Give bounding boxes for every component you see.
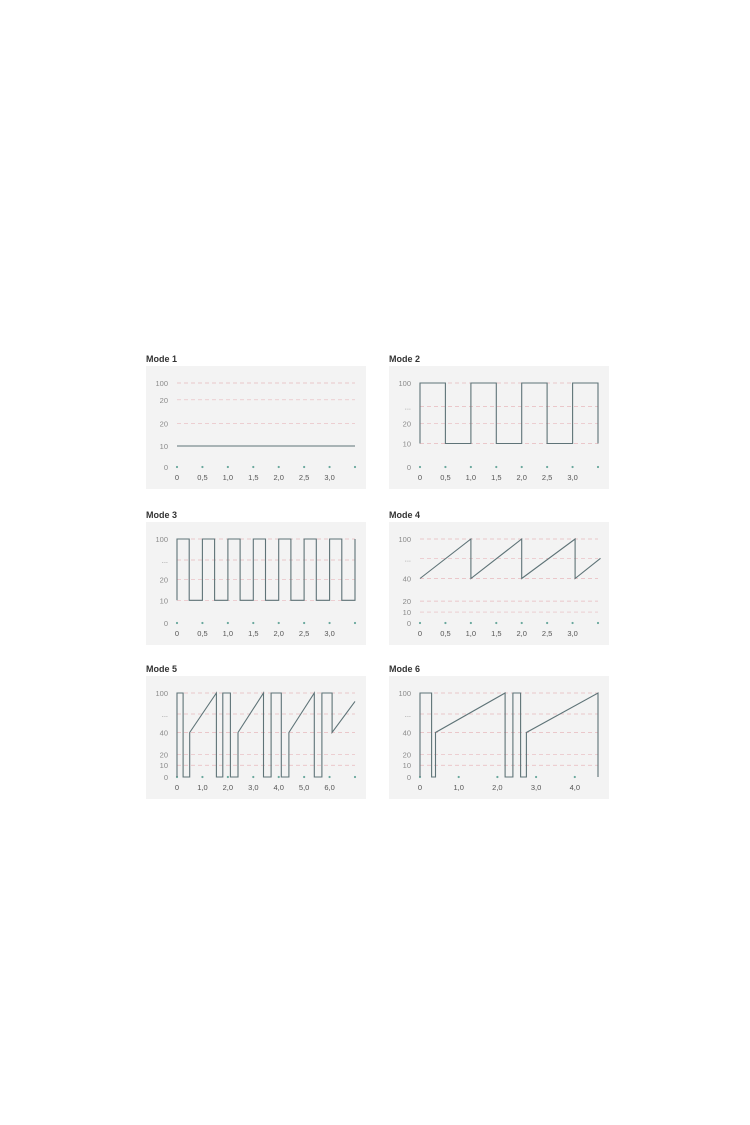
mode-2-chart [389, 366, 609, 489]
axis-dot [354, 622, 356, 624]
axis-dot [252, 776, 254, 778]
mode-4-panel [389, 510, 609, 645]
x-tick-label: 2,0 [273, 473, 284, 482]
x-tick-label: 0 [417, 473, 423, 482]
axis-dot [444, 622, 446, 624]
x-tick-label: 0,5 [440, 629, 451, 638]
y-tick-label: 20 [402, 597, 411, 607]
axis-dot [574, 776, 576, 778]
y-tick-label: 20 [402, 750, 411, 760]
y-tick-label: 40 [402, 728, 411, 738]
chart-area [146, 522, 366, 645]
y-tick-label: 20 [159, 575, 168, 585]
axis-dot [597, 466, 599, 468]
x-tick-label: 0,5 [440, 473, 451, 482]
axis-dot [521, 466, 523, 468]
chart-title: Mode 2 [389, 354, 421, 364]
axis-dot [328, 622, 330, 624]
y-tick-label: 10 [159, 761, 168, 771]
axis-dot [354, 466, 356, 468]
x-tick-label: 4,0 [569, 783, 581, 792]
x-tick-label: 6,0 [324, 783, 335, 792]
y-tick-label: 0 [163, 773, 168, 782]
y-tick-label: 20 [159, 419, 168, 429]
axis-dot [546, 466, 548, 468]
chart-area [389, 522, 609, 645]
series-line [177, 539, 355, 600]
chart-area [389, 366, 609, 489]
x-tick-label: 2,0 [273, 629, 284, 638]
y-tick-label: 100 [155, 379, 168, 388]
axis-dot [419, 622, 421, 624]
chart-title: Mode 5 [146, 664, 178, 674]
x-tick-label: 0 [174, 629, 180, 638]
x-tick-label: 1,5 [248, 629, 259, 638]
axis-dot [546, 622, 548, 624]
axis-dot [252, 466, 254, 468]
mode-6-panel [389, 664, 609, 799]
series-line [420, 539, 601, 579]
series-line [177, 693, 355, 777]
y-tick-label: 10 [402, 608, 411, 618]
y-tick-label: 20 [159, 395, 168, 405]
axis-dot [444, 466, 446, 468]
x-tick-label: 3,0 [324, 473, 335, 482]
chart-area [389, 676, 609, 799]
x-tick-label: 1,5 [491, 473, 502, 482]
chart-area [146, 366, 366, 489]
x-tick-label: 2,0 [492, 783, 503, 792]
axis-dot [176, 466, 178, 468]
axis-dot [201, 776, 203, 778]
axis-dot [470, 622, 472, 624]
x-tick-label: 1,5 [248, 473, 259, 482]
mode-3-panel [146, 510, 366, 645]
axis-dot [571, 622, 573, 624]
x-tick-label: 3,0 [248, 783, 259, 792]
axis-dot [278, 776, 280, 778]
x-tick-label: 1,0 [222, 629, 234, 638]
y-tick-label: 20 [402, 419, 411, 429]
x-tick-label: 5,0 [298, 783, 310, 792]
y-tick-label: 10 [159, 596, 168, 606]
y-tick-label: ... [161, 556, 168, 565]
x-tick-label: 0 [174, 783, 180, 792]
y-tick-label: 0 [163, 619, 168, 628]
y-tick-label: 20 [159, 750, 168, 760]
x-tick-label: 3,0 [567, 629, 578, 638]
y-tick-label: 40 [159, 728, 168, 738]
y-tick-label: 0 [406, 463, 411, 472]
axis-dot [252, 622, 254, 624]
y-tick-label: 10 [402, 761, 411, 771]
chart-area [146, 676, 366, 799]
chart-title: Mode 6 [389, 664, 421, 674]
axis-dot [303, 776, 305, 778]
x-tick-label: 1,0 [222, 473, 234, 482]
x-tick-label: 2,5 [541, 473, 553, 482]
axis-dot [470, 466, 472, 468]
x-tick-label: 2,5 [541, 629, 553, 638]
x-tick-label: 0 [174, 473, 180, 482]
x-tick-label: 0 [417, 629, 423, 638]
x-tick-label: 3,0 [530, 783, 542, 792]
axis-dot [201, 466, 203, 468]
axis-dot [495, 466, 497, 468]
axis-dot [495, 622, 497, 624]
x-tick-label: 0 [417, 783, 423, 792]
series-line [420, 383, 598, 444]
x-tick-label: 1,0 [197, 783, 208, 792]
x-tick-label: 2,5 [298, 629, 310, 638]
axis-dot [328, 776, 330, 778]
axis-dot [535, 776, 537, 778]
x-tick-label: 2,0 [222, 783, 234, 792]
y-tick-label: 100 [155, 535, 168, 544]
axis-dot [496, 776, 498, 778]
axis-dot [521, 622, 523, 624]
axis-dot [227, 622, 229, 624]
x-tick-label: 3,0 [567, 473, 578, 482]
axis-dot [328, 466, 330, 468]
axis-dot [458, 776, 460, 778]
axis-dot [354, 776, 356, 778]
axis-dot [176, 622, 178, 624]
mode-5-chart [146, 676, 366, 799]
x-tick-label: 1,5 [491, 629, 502, 638]
x-tick-label: 1,0 [465, 473, 477, 482]
x-tick-label: 1,0 [453, 783, 464, 792]
y-tick-label: 10 [159, 442, 168, 451]
series-line [420, 693, 598, 777]
y-tick-label: 100 [398, 689, 411, 698]
x-tick-label: 2,0 [516, 473, 527, 482]
x-tick-label: 4,0 [273, 783, 284, 792]
x-tick-label: 1,0 [465, 629, 477, 638]
axis-dot [278, 466, 280, 468]
axis-dot [278, 622, 280, 624]
axis-dot [419, 466, 421, 468]
y-tick-label: 0 [406, 773, 411, 782]
axis-dot [303, 466, 305, 468]
y-tick-label: 40 [402, 574, 411, 584]
axis-dot [201, 622, 203, 624]
axis-dot [597, 622, 599, 624]
y-tick-label: ... [404, 710, 411, 719]
y-tick-label: 0 [163, 463, 168, 472]
x-tick-label: 2,5 [298, 473, 310, 482]
chart-title: Mode 1 [146, 354, 178, 364]
y-tick-label: 10 [402, 439, 411, 449]
y-tick-label: 100 [398, 379, 411, 388]
chart-title: Mode 3 [146, 510, 178, 520]
axis-dot [571, 466, 573, 468]
axis-dot [227, 776, 229, 778]
y-tick-label: 100 [398, 535, 411, 544]
x-tick-label: 0,5 [197, 473, 208, 482]
mode-2-panel [389, 354, 609, 489]
y-tick-label: 100 [155, 689, 168, 698]
x-tick-label: 2,0 [516, 629, 527, 638]
x-tick-label: 0,5 [197, 629, 208, 638]
x-tick-label: 3,0 [324, 629, 335, 638]
y-tick-label: 0 [406, 619, 411, 628]
y-tick-label: ... [161, 710, 168, 719]
mode-4-chart [389, 522, 609, 645]
axis-dot [227, 466, 229, 468]
chart-title: Mode 4 [389, 510, 421, 520]
y-tick-label: ... [404, 554, 411, 564]
axis-dot [303, 622, 305, 624]
mode-5-panel [146, 664, 366, 799]
mode-3-chart [146, 522, 366, 645]
mode-6-chart [389, 676, 609, 799]
mode-1-chart [146, 366, 366, 489]
mode-1-panel [146, 354, 366, 489]
y-tick-label: ... [404, 402, 411, 412]
